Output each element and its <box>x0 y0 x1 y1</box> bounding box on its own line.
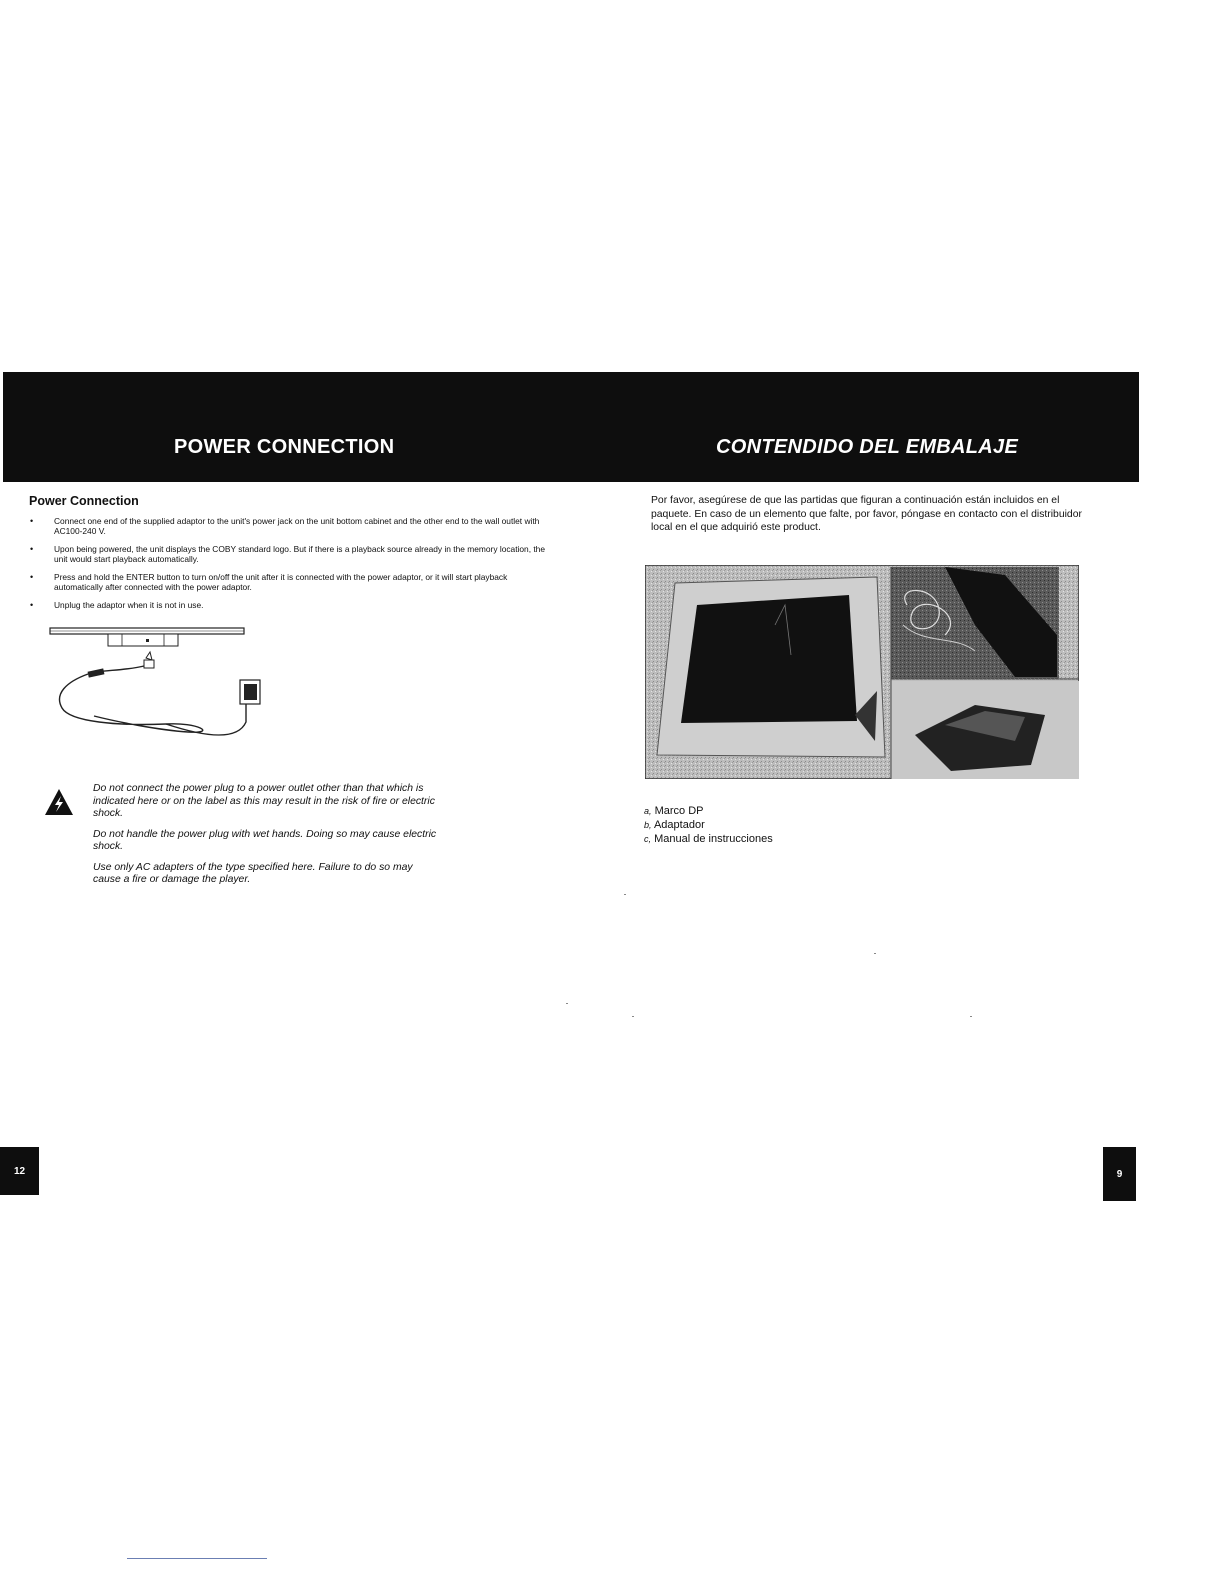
list-item <box>644 832 773 846</box>
package-contents-photo <box>645 565 1079 779</box>
bullet-text: Upon being powered, the unit displays the COBY standard logo. But if there is a playback source already in the memory location, the unit would start playback automatically. <box>54 544 545 564</box>
package-contents-intro: Por favor, asegúrese de que las partidas que figuran a continuación están incluidos en el paquete. En caso de un elemento que falte, por favor, póngase en contacto con el distribuidor local en el que adquirió este product. <box>651 495 1082 534</box>
left-page-title: POWER CONNECTION <box>174 436 395 458</box>
power-adaptor-diagram <box>48 622 268 748</box>
bullet-text: Unplug the adaptor when it is not in use. <box>54 600 204 610</box>
warning-text: Do not handle the power plug with wet hands. Doing so may cause electric shock. <box>93 828 437 852</box>
warning-block <box>93 783 438 895</box>
right-page-title: CONTENDIDO DEL EMBALAJE <box>716 436 1019 458</box>
left-page-number: 12 <box>0 1147 39 1195</box>
power-connection-list <box>29 516 549 618</box>
bullet-text: Connect one end of the supplied adaptor to the unit's power jack on the unit bottom cabinet and the other end to the wall outlet with AC100-240 V. <box>54 516 540 536</box>
bullet-marker: • <box>30 516 34 526</box>
bullet-text: Press and hold the ENTER button to turn on/off the unit after it is connected with the power adaptor, or it will start playback automatically after connected with the power adaptor. <box>54 572 508 592</box>
item-label: Manual de instrucciones <box>654 833 773 845</box>
item-letter: a, <box>644 806 652 816</box>
list-item <box>29 516 549 536</box>
warning-text: Use only AC adapters of the type specified here. Failure to do so may cause a fire or damage the player. <box>93 861 413 885</box>
item-letter: b, <box>644 820 652 830</box>
scan-speck <box>566 1003 568 1004</box>
bullet-marker: • <box>30 572 34 582</box>
header-bar <box>3 372 1139 482</box>
scan-speck <box>632 1016 634 1017</box>
scan-speck <box>874 953 876 954</box>
electric-shock-warning-icon <box>44 788 74 816</box>
power-connection-heading: Power Connection <box>29 494 139 508</box>
list-item <box>29 600 549 610</box>
list-item <box>29 572 549 592</box>
list-item <box>29 544 549 564</box>
scan-line <box>127 1558 267 1559</box>
item-label: Marco DP <box>654 805 704 817</box>
right-page-number: 9 <box>1103 1147 1136 1201</box>
bullet-marker: • <box>30 544 34 554</box>
item-letter: c, <box>644 834 652 844</box>
list-item <box>644 818 773 832</box>
list-item <box>644 804 773 818</box>
warning-text: Do not connect the power plug to a power outlet other than that which is indicated here or on the label as this may result in the risk of fire or electric shock. <box>93 783 435 819</box>
bullet-marker: • <box>30 600 34 610</box>
item-label: Adaptador <box>653 819 705 831</box>
scan-speck <box>970 1016 972 1017</box>
package-contents-list <box>644 804 773 846</box>
scan-speck <box>624 894 626 895</box>
